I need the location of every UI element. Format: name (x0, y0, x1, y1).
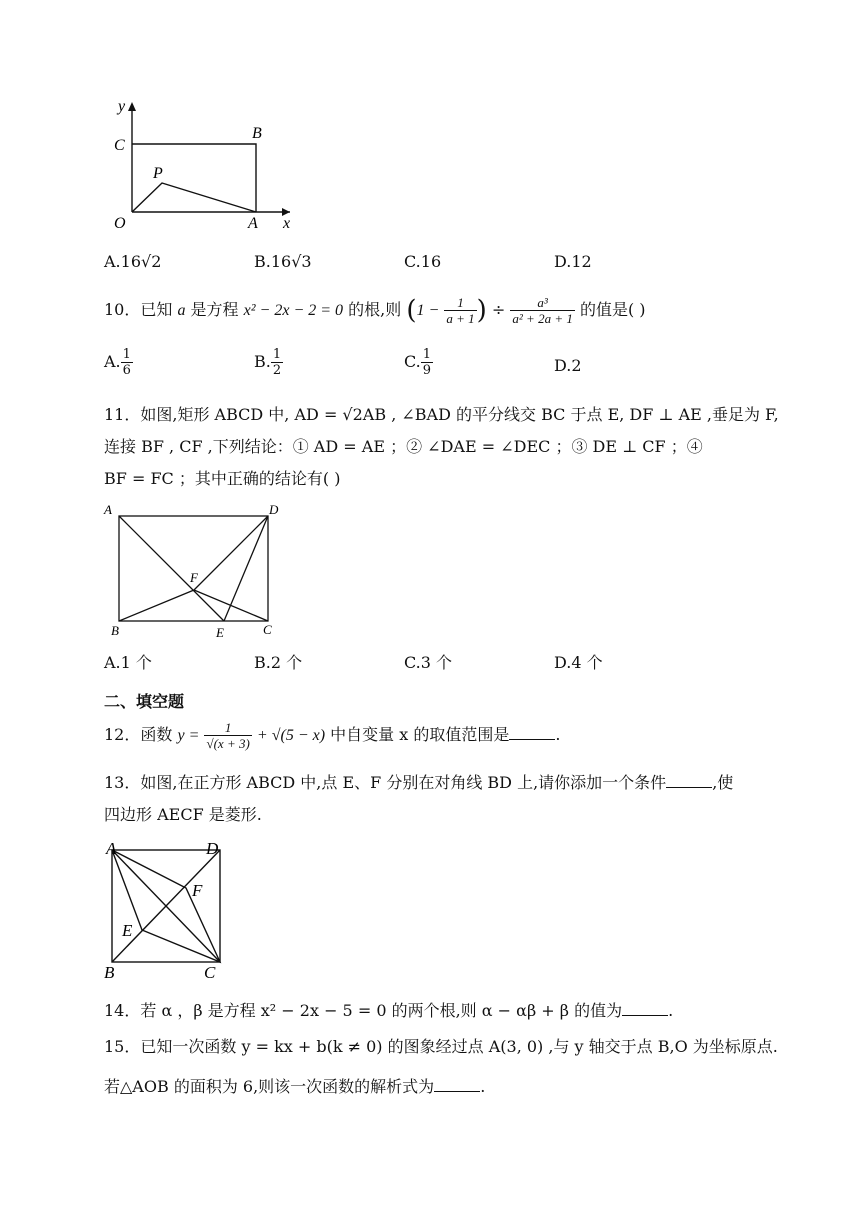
q12-fraction: $\frac{1}{√(x + 3)}$ (206, 720, 250, 751)
fig11-label-b: B (111, 623, 119, 638)
q15-answer-blank[interactable] (434, 1077, 480, 1092)
fig9-label-a: A (248, 215, 258, 232)
q10-question: 10．已知 a 是方程 x² − 2x − 2 = 0 的根,则 (1 − $\frac{1}{a + 1}$ ) ÷ $\frac{\text{a³}}{\text{a² + 2a + 1}}$ 的值是( ) (104, 295, 646, 326)
q9-option-d: D.12 (554, 252, 592, 271)
fig9-label-c: C (114, 137, 125, 154)
q14-answer-blank[interactable] (622, 1001, 668, 1016)
q11-option-d: D.4 个 (554, 653, 603, 672)
q10-option-d: D.2 (554, 356, 582, 375)
q10-fraction-1: $\frac{1}{a + 1}$ (446, 295, 475, 326)
q10-option-c: C. $\frac{1}{9}$ (404, 347, 432, 378)
q12-question: 12．函数 y = $\frac{1}{√(x + 3)}$ + √(5 − x) 中自变量 x 的取值范围是 . (104, 720, 561, 751)
q13-line-1: 13．如图,在正方形 ABCD 中,点 E、F 分别在对角线 BD 上,请你添加一个条件 ,使 (104, 773, 734, 792)
fig11-label-d: D (269, 502, 279, 517)
q11-line-1: 11．如图,矩形 ABCD 中, AD = √2AB , ∠BAD 的平分线交 BC 于点 E, DF ⊥ AE ,垂足为 F, (104, 405, 779, 424)
section-fill-in-blank-title: 二、填空题 (104, 692, 185, 711)
fig9-label-b: B (252, 125, 262, 142)
q11-figure (100, 500, 290, 645)
q11-option-c: C.3 个 (404, 653, 453, 672)
q13-answer-blank[interactable] (666, 773, 712, 788)
fig11-label-f: F (190, 570, 198, 585)
q10-fraction-2: $\frac{\text{a³}}{\text{a² + 2a + 1}}$ (512, 295, 573, 326)
q10-option-a: A. $\frac{1}{6}$ (104, 347, 131, 378)
fig9-label-o: O (114, 215, 126, 232)
fig11-label-c: C (263, 622, 272, 637)
q15-line-1: 15．已知一次函数 y = kx + b(k ≠ 0) 的图象经过点 A(3, 0) ,与 y 轴交于点 B,O 为坐标原点. (104, 1037, 778, 1056)
q9-option-c: C.16 (404, 252, 442, 271)
fig13-label-e: E (122, 921, 133, 940)
fig11-label-e: E (216, 625, 224, 640)
q12-answer-blank[interactable] (509, 725, 555, 740)
q9-option-a: A.16√2 (104, 252, 162, 271)
q15-line-2: 若△AOB 的面积为 6,则该一次函数的解析式为 . (104, 1077, 486, 1096)
fig13-label-a: A (106, 839, 117, 858)
q11-line-2: 连接 BF , CF ,下列结论：① AD = AE ；② ∠DAE = ∠DEC ；③ DE ⊥ CF ；④ (104, 437, 703, 456)
fig13-label-f: F (192, 881, 203, 900)
q13-figure (100, 836, 240, 982)
fig11-label-a: A (104, 502, 112, 517)
q11-line-3: BF = FC ；其中正确的结论有( ) (104, 469, 341, 488)
q11-option-a: A.1 个 (104, 653, 152, 672)
q10-option-b: B. $\frac{1}{2}$ (254, 347, 282, 378)
fig13-label-c: C (204, 963, 216, 982)
q11-option-b: B.2 个 (254, 653, 303, 672)
fig13-label-b: B (104, 963, 115, 982)
q9-option-b: B.16√3 (254, 252, 312, 271)
fig9-label-p: P (153, 165, 163, 182)
q13-line-2: 四边形 AECF 是菱形. (104, 805, 262, 824)
fig9-label-x: x (283, 215, 291, 232)
q10-equation: x² − 2x − 2 = 0 (243, 302, 344, 319)
fig9-label-y: y (118, 98, 126, 115)
fig13-label-d: D (206, 839, 219, 858)
q14-question: 14．若 α ，β 是方程 x² − 2x − 5 = 0 的两个根,则 α − αβ + β 的值为 . (104, 1001, 674, 1020)
q9-figure (100, 96, 300, 236)
